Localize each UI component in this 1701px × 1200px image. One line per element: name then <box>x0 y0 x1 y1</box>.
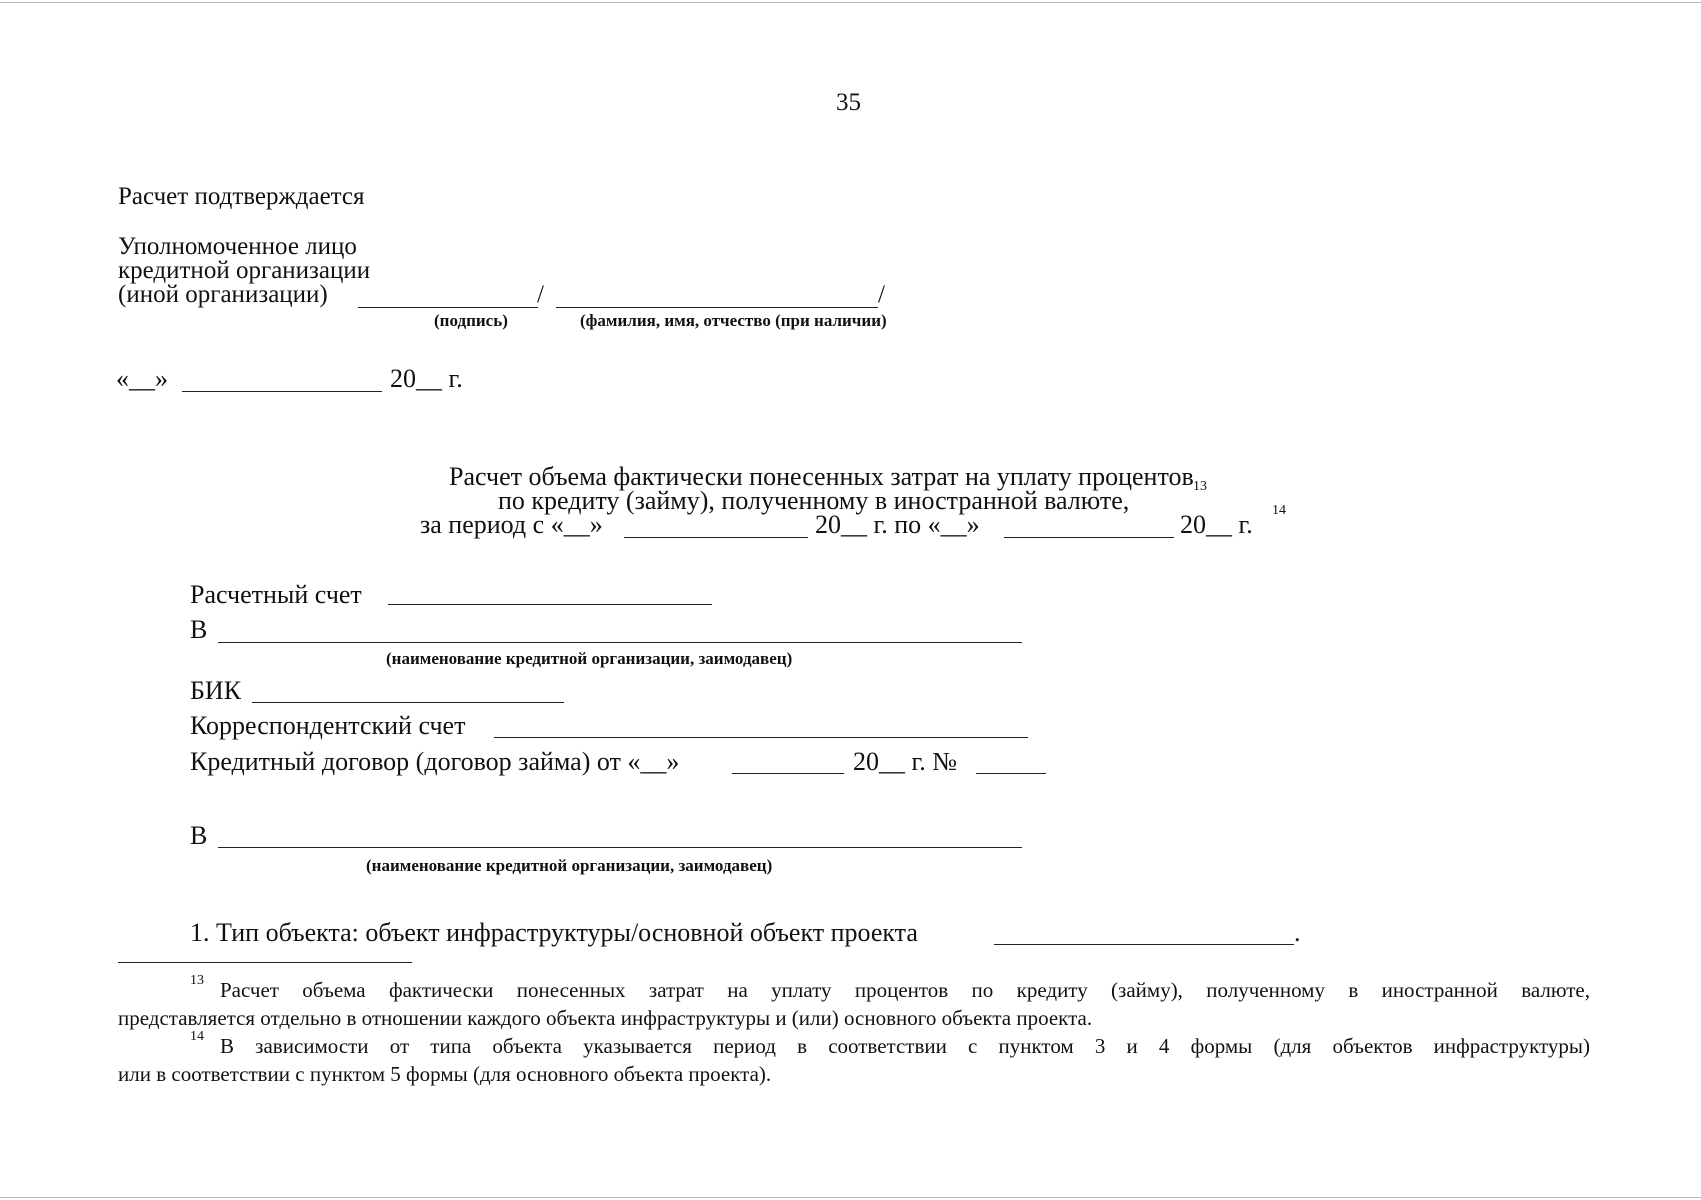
top-scan-edge <box>0 2 1701 3</box>
signature-blank[interactable] <box>358 307 538 308</box>
corr-account-blank[interactable] <box>494 737 1028 738</box>
period-to-month-blank[interactable] <box>1004 537 1174 538</box>
confirmation-date-month-blank[interactable] <box>182 391 382 392</box>
full-name-blank[interactable] <box>556 307 878 308</box>
signature-caption: (подпись) <box>434 311 508 330</box>
item1-end: . <box>1294 918 1301 947</box>
title-line3-year2: 20__ г. <box>1180 510 1253 539</box>
bank-name-blank-1[interactable] <box>218 642 1022 643</box>
corr-account-label: Корреспондентский счет <box>190 711 466 740</box>
contract-number-blank[interactable] <box>976 773 1046 774</box>
confirmation-heading: Расчет подтверждается <box>118 183 365 210</box>
slash-1: / <box>537 281 544 308</box>
footnote-14-line2: или в соответствии с пунктом 5 формы (для основного объекта проекта). <box>118 1062 772 1086</box>
bank-name-blank-2[interactable] <box>218 847 1022 848</box>
object-type-blank[interactable] <box>994 944 1294 945</box>
bank-caption-2: (наименование кредитной организации, заимодавец) <box>366 856 773 875</box>
title-line2: по кредиту (займу), полученному в иностранной валюте, <box>498 486 1130 515</box>
contract-month-blank[interactable] <box>732 773 844 774</box>
authorized-person-line2: кредитной организации <box>118 257 371 284</box>
account-label: Расчетный счет <box>190 580 362 609</box>
item1-object-type: 1. Тип объекта: объект инфраструктуры/основной объект проекта <box>190 918 918 947</box>
period-from-month-blank[interactable] <box>624 537 808 538</box>
title-line3-year1: 20__ г. по «__» <box>815 510 980 539</box>
authorized-person-line3: (иной организации) <box>118 281 328 308</box>
footnote-14-number: 14 <box>190 1029 204 1044</box>
footnote-ref-14: 14 <box>1272 503 1286 518</box>
contract-year: 20__ г. № <box>853 747 958 776</box>
account-blank[interactable] <box>388 604 712 605</box>
bank-caption-1: (наименование кредитной организации, заимодавец) <box>386 649 793 668</box>
bik-blank[interactable] <box>252 702 564 703</box>
footnote-13-line2: представляется отдельно в отношении каждого объекта инфраструктуры и (или) основного объекта проекта. <box>118 1006 1093 1030</box>
bank-label-1: В <box>190 615 208 644</box>
title-line1: Расчет объема фактически понесенных затрат на уплату процентов <box>449 462 1194 491</box>
footnote-13-line1: Расчет объема фактически понесенных затрат на уплату процентов по кредиту (займу), полученному в иностранной валюте, <box>220 978 1590 1002</box>
title-line3-start: за период с «__» <box>420 510 603 539</box>
slash-2: / <box>878 281 885 308</box>
footnote-separator <box>118 962 412 963</box>
footnote-13-number: 13 <box>190 973 204 988</box>
contract-label: Кредитный договор (договор займа) от «__» <box>190 747 680 776</box>
confirmation-date-year: 20__ г. <box>390 364 463 393</box>
footnote-14-line1: В зависимости от типа объекта указывается период в соответствии с пунктом 3 и 4 формы (для объектов инфраструктуры) <box>220 1034 1590 1058</box>
footnote-ref-13: 13 <box>1193 479 1207 494</box>
authorized-person-line1: Уполномоченное лицо <box>118 233 357 260</box>
bank-label-2: В <box>190 821 208 850</box>
confirmation-date-day: «__» <box>116 364 168 393</box>
bik-label: БИК <box>190 676 242 705</box>
bottom-scan-edge <box>0 1197 1701 1198</box>
full-name-caption: (фамилия, имя, отчество (при наличии) <box>580 311 887 330</box>
page-number: 35 <box>836 89 861 116</box>
